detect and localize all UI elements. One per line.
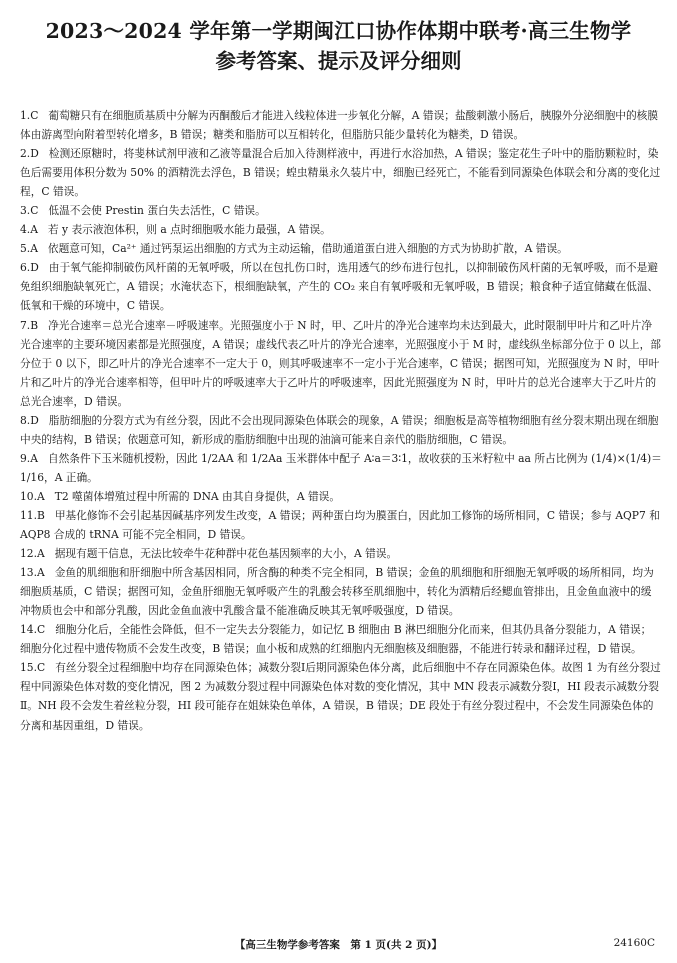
item-number: 7. <box>20 318 31 332</box>
item-answer: C <box>37 661 46 675</box>
item-number: 2. <box>20 147 31 161</box>
answer-item-12 <box>20 544 662 563</box>
item-answer: D <box>30 147 39 161</box>
answer-item-15 <box>20 658 662 734</box>
answer-item-13 <box>20 563 662 620</box>
item-number: 1. <box>20 109 31 122</box>
item-explanation: 依题意可知，Ca²⁺ 通过钙泵运出细胞的方式为主动运输，借助通道蛋白进入细胞的方式为协助扩散，A 错误。 <box>47 242 568 256</box>
item-number: 3. <box>20 204 31 218</box>
answer-item-1 <box>20 106 662 144</box>
answer-item-9 <box>20 449 662 487</box>
item-answer: A <box>37 489 45 503</box>
answer-item-5 <box>20 239 662 258</box>
answer-item-7 <box>20 316 662 411</box>
item-answer: B <box>30 318 39 332</box>
item-answer: A <box>37 547 45 561</box>
item-explanation: 有丝分裂全过程细胞中均存在同源染色体；减数分裂Ⅰ后期同源染色体分离，此后细胞中不存在同源染色体。故图 1 为有丝分裂过程中同源染色体对数的变化情况，图 2 为减数分裂过程中同源染色体对数的变化情况，其中 MN 段表示减数分裂Ⅰ，HI 段表示减数分裂Ⅱ。NH 段不会发生着丝粒分裂，HI 段可能存在姐妹染色单体，A 错误，B 错误；DE 段处于有丝分裂过程中，不会发生同源染色体的分离和基因重组，D 错误。 <box>20 661 661 732</box>
item-answer: D <box>30 413 39 427</box>
item-explanation: 检测还原糖时，将斐林试剂甲液和乙液等量混合后加入待测样液中，再进行水浴加热，A 错误；鉴定花生子叶中的脂肪颗粒时，染色后需要用体积分数为 50% 的酒精洗去浮色，B 错误；蝗虫精巢永久装片中，细胞已经死亡，不能看到同源染色体联会和分离的变化过程，C 错误。 <box>20 147 661 199</box>
page-title: 2023～2024 学年第一学期闽江口协作体期中联考·高三生物学 <box>45 19 632 43</box>
answer-list <box>20 106 662 735</box>
item-answer: B <box>37 508 45 522</box>
item-number: 8. <box>20 413 31 427</box>
item-explanation: 甲基化修饰不会引起基因碱基序列发生改变，A 错误；两种蛋白均为膜蛋白，因此加工修饰的场所相同，C 错误；参与 AQP7 和 AQP8 合成的 tRNA 可能不完全相同，D 错误。 <box>20 508 660 542</box>
page-footer <box>0 937 677 955</box>
item-answer: A <box>30 242 38 256</box>
item-number: 4. <box>20 223 31 237</box>
item-answer: C <box>30 109 39 122</box>
item-number: 9. <box>20 451 31 465</box>
item-answer: A <box>30 451 38 465</box>
item-answer: C <box>37 623 46 637</box>
item-number: 6. <box>20 261 31 275</box>
answer-item-3 <box>20 201 662 220</box>
item-number: 12. <box>20 547 37 561</box>
answer-item-6 <box>20 258 662 315</box>
footer-page-info: 【高三生物学参考答案 第 1 页(共 2 页)】 <box>234 939 443 951</box>
item-explanation: 由于氧气能抑制破伤风杆菌的无氧呼吸，所以在包扎伤口时，选用透气的纱布进行包扎，以抑制破伤风杆菌的无氧呼吸，而不是避免组织细胞缺氧死亡，A 错误；水淹状态下，根细胞缺氧，产生的 CO₂ 来自有氧呼吸和无氧呼吸，B 错误；粮食种子适宜储藏在低温、低氧和干燥的环境中，C 错误。 <box>20 261 659 313</box>
item-number: 13. <box>20 566 37 580</box>
item-explanation: 据现有题干信息，无法比较牵牛花种群中花色基因频率的大小，A 错误。 <box>54 547 398 561</box>
item-explanation: 自然条件下玉米随机授粉，因此 1/2AA 和 1/2Aa 玉米群体中配子 A∶a＝3∶1，故收获的玉米籽粒中 aa 所占比例为 (1/4)×(1/4)＝1/16，A 正确。 <box>20 451 662 484</box>
item-answer: C <box>30 204 39 218</box>
item-number: 11. <box>20 508 37 522</box>
answer-item-2 <box>20 144 662 201</box>
item-explanation: 葡萄糖只有在细胞质基质中分解为丙酮酸后才能进入线粒体进一步氧化分解，A 错误；盐酸刺激小肠后，胰腺外分泌细胞中的核膜体由游离型向附着型转化增多，B 错误；糖类和脂肪可以互相转化，但脂肪只能少量转化为糖类，D 错误。 <box>20 109 659 142</box>
item-explanation: 低温不会使 Prestin 蛋白失去活性，C 错误。 <box>48 204 266 218</box>
item-explanation: 金鱼的肌细胞和肝细胞中所含基因相同，所含酶的种类不完全相同，B 错误；金鱼的肌细胞和肝细胞无氧呼吸的场所相同，均为细胞质基质，C 错误；据图可知，金鱼肝细胞无氧呼吸产生的乳酸会转移至肌细胞中，转化为酒精后经鳃血管排出，且金鱼血液中的缓冲物质也会中和部分乳酸，因此金鱼血液中乳酸含量不能准确反映其无氧呼吸强度，D 错误。 <box>20 566 654 618</box>
item-number: 10. <box>20 489 37 503</box>
item-answer: D <box>30 261 39 275</box>
answer-item-11 <box>20 506 662 544</box>
item-explanation: 脂肪细胞的分裂方式为有丝分裂，因此不会出现同源染色体联会的现象，A 错误；细胞板是高等植物细胞有丝分裂末期出现在细胞中央的结构，B 错误；依题意可知，新形成的脂肪细胞中出现的油滴可能来自亲代的脂肪细胞，C 错误。 <box>20 413 659 446</box>
item-explanation: 净光合速率＝总光合速率－呼吸速率。光照强度小于 N 时，甲、乙叶片的净光合速率均未达到最大，此时限制甲叶片和乙叶片净光合速率的主要环境因素都是光照强度，A 错误；虚线代表乙叶片的净光合速率，光照强度小于 M 时，虚线纵坐标部分位于 0 以上，部分位于 0 以下，即乙叶片的净光合速率不一定大于 0，则其呼吸速率不一定小于光合速率，C 错误；据图可知，光照强度为 N 时，甲叶片和乙叶片的净光合速率相等，但甲叶片的呼吸速率大于乙叶片的呼吸速率，因此光照强度为 N 时，甲叶片的总光合速率大于乙叶片的总光合速率，D 错误。 <box>20 318 661 408</box>
item-explanation: T2 噬菌体增殖过程中所需的 DNA 由其自身提供，A 错误。 <box>54 489 341 503</box>
item-number: 5. <box>20 242 31 256</box>
item-number: 14. <box>20 623 37 637</box>
answer-item-10 <box>20 487 662 506</box>
item-number: 15. <box>20 661 37 675</box>
item-answer: A <box>37 566 45 580</box>
page-subtitle: 参考答案、提示及评分细则 <box>215 49 462 73</box>
footer-code: 24160C <box>613 937 655 949</box>
answer-item-4 <box>20 220 662 239</box>
item-explanation: 若 y 表示液泡体积，则 a 点时细胞吸水能力最强，A 错误。 <box>47 223 331 237</box>
answer-item-14 <box>20 620 662 658</box>
answer-item-8 <box>20 411 662 449</box>
item-explanation: 细胞分化后，全能性会降低，但不一定失去分裂能力，如记忆 B 细胞由 B 淋巴细胞分化而来，但其仍具备分裂能力，A 错误；细胞分化过程中遗传物质不会发生改变，B 错误；血小板和成熟的红细胞内无细胞核及细胞器，不能进行转录和翻译过程，D 错误。 <box>20 623 652 656</box>
item-answer: A <box>30 223 38 237</box>
